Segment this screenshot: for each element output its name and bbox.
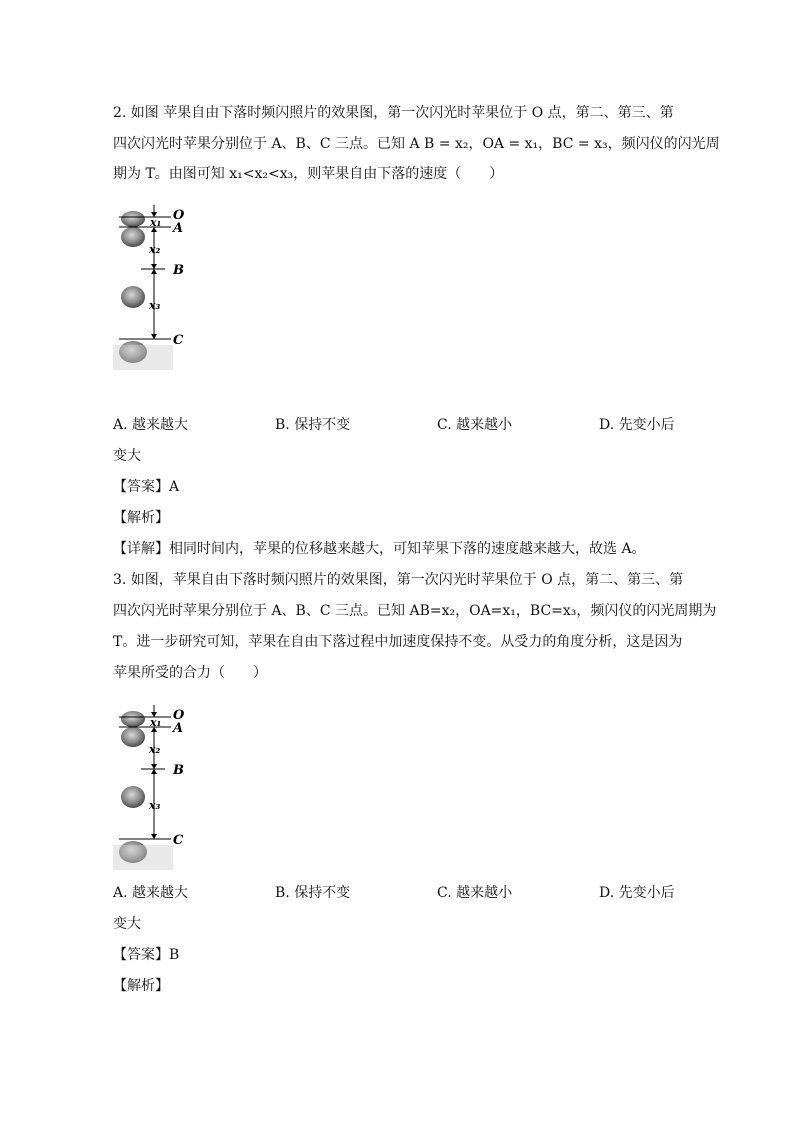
label-c: C xyxy=(173,833,184,848)
label-a: A xyxy=(173,721,184,736)
q2-detail: 【详解】相同时间内，苹果的位移越来越大，可知苹果下落的速度越来越大，故选 A。 xyxy=(113,541,646,557)
q2-option-d-continued: 变大 xyxy=(113,448,141,464)
q3-line-3: T。进一步研究可知，苹果在自由下落过程中加速度保持不变。从受力的角度分析，这是因为 xyxy=(113,634,683,650)
apple-b xyxy=(121,786,145,808)
q2-apple-figure xyxy=(113,205,193,370)
q3-option-a: A. 越来越大 xyxy=(113,885,189,901)
q2-option-d: D. 先变小后 xyxy=(599,417,675,433)
q3-apple-figure xyxy=(113,705,193,870)
label-x3: x₃ xyxy=(149,299,161,312)
q2-apple-figure-svg xyxy=(113,205,193,370)
q2-answer: 【答案】A xyxy=(113,479,180,495)
label-x1: x₁ xyxy=(150,716,162,729)
q2-option-a: A. 越来越大 xyxy=(113,417,189,433)
apple-o xyxy=(121,211,145,227)
q3-line-1: 3. 如图，苹果自由下落时频闪照片的效果图，第一次闪光时苹果位于 O 点，第二、第三、第 xyxy=(113,572,684,588)
q3-apple-figure-svg xyxy=(113,705,193,870)
q3-line-4: 苹果所受的合力（ ） xyxy=(113,665,267,681)
q3-option-d-continued: 变大 xyxy=(113,916,141,932)
apple-b xyxy=(121,286,145,308)
q3-option-c: C. 越来越小 xyxy=(437,885,513,901)
ground-blur xyxy=(113,845,173,870)
label-x1: x₁ xyxy=(150,216,162,229)
apple-o xyxy=(121,711,145,727)
label-x2: x₂ xyxy=(149,243,161,256)
q3-option-d: D. 先变小后 xyxy=(599,885,675,901)
q2-line-2: 四次闪光时苹果分别位于 A、B、C 三点。已知 A B = x₂，OA = x₁，BC = x₃，频闪仪的闪光周 xyxy=(113,136,720,152)
q3-line-2: 四次闪光时苹果分别位于 A、B、C 三点。已知 AB=x₂，OA=x₁，BC=x₃，频闪仪的闪光周期为 xyxy=(113,603,717,619)
q2-line-3: 期为 T。由图可知 x₁<x₂<x₃，则苹果自由下落的速度（ ） xyxy=(113,166,504,182)
label-a: A xyxy=(173,221,184,236)
apple-a xyxy=(121,727,145,747)
q3-answer: 【答案】B xyxy=(113,947,180,963)
apple-a xyxy=(121,227,145,247)
q2-analysis-label: 【解析】 xyxy=(113,510,169,526)
label-b: B xyxy=(173,763,184,778)
label-b: B xyxy=(173,263,184,278)
label-x2: x₂ xyxy=(149,743,161,756)
label-c: C xyxy=(173,333,184,348)
q2-option-b: B. 保持不变 xyxy=(275,417,351,433)
label-o: O xyxy=(173,708,185,723)
q2-line-1: 2. 如图 苹果自由下落时频闪照片的效果图，第一次闪光时苹果位于 O 点，第二、第三、第 xyxy=(113,105,674,121)
q2-option-c: C. 越来越小 xyxy=(437,417,513,433)
label-o: O xyxy=(173,208,185,223)
ground-blur xyxy=(113,345,173,370)
label-x3: x₃ xyxy=(149,799,161,812)
q3-analysis-label: 【解析】 xyxy=(113,978,169,994)
q3-option-b: B. 保持不变 xyxy=(275,885,351,901)
